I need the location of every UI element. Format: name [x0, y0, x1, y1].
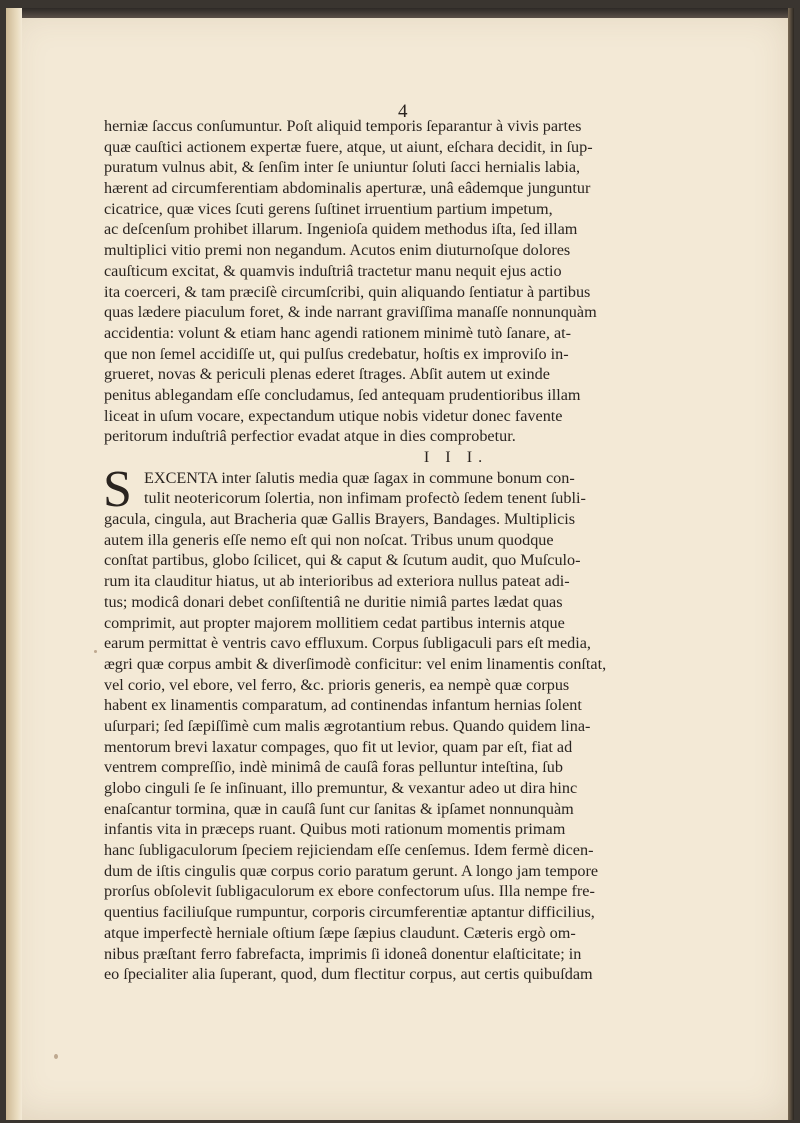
paper-stain [94, 650, 97, 653]
text-line: ventrem compreſſio, indè minimâ de cauſâ foras pelluntur inteſtina, ſub [104, 758, 563, 777]
paragraph-2-opening [103, 460, 794, 518]
text-line: vel corio, vel ebore, vel ferro, &c. prioris generis, ea nempè quæ corpus [104, 675, 570, 694]
text-line: cicatrice, quæ vices ſcuti gerens ſuſtinet irruentium partium impetum, [104, 199, 553, 218]
text-line: mentorum brevi laxatur compages, quo fit ut levior, quam par eſt, fiat ad [104, 737, 573, 756]
text-line: quentius faciliuſque rumpuntur, corporis circumferentiæ aptantur difficilius, [104, 903, 595, 922]
text-line: multiplici vitio premi non negandum. Acutos enim diuturnoſque dolores [104, 241, 571, 260]
text-line: rum ita clauditur hiatus, ut ab interioribus ad exteriora nullus pateat adi- [104, 572, 570, 591]
text-line: peritorum induſtriâ perfectior evadat atque in dies comprobetur. [104, 427, 516, 446]
text-line: tulit neotericorum ſolertia, non infimam profectò ſedem tenent ſubli- [144, 489, 586, 508]
text-line: comprimit, aut propter majorem mollitiem cedat partibus internis atque [104, 613, 565, 632]
page-top-edge [6, 8, 794, 18]
text-line: penitus ablegandam eſſe concludamus, ſed antequam prudentioribus illam [104, 385, 581, 404]
text-line: uſurpari; ſed ſæpiſſimè cum malis ægrotantium rebus. Quando quidem lina- [104, 716, 591, 735]
text-line: enaſcantur tormina, quæ in cauſâ ſunt cur ſanitas & ipſamet nonnunquàm [104, 799, 574, 818]
paper-stain [54, 1054, 58, 1059]
text-line: accidentia: volunt & etiam hanc agendi rationem minimè tutò ſanare, at- [104, 323, 572, 342]
paragraph-2-first-lines [103, 460, 794, 518]
text-line: ac deſcenſum prohibet illarum. Ingenioſa quidem methodus iſta, ſed illam [104, 220, 578, 239]
text-line: ægri quæ corpus ambit & diverſimodè conficitur: vel enim linamentis conſtat, [104, 654, 607, 673]
text-line: globo cinguli ſe ſe inſinuant, illo premuntur, & vexantur adeo ut dira hinc [104, 779, 578, 797]
text-line: quas lædere piaculum foret, & inde narrant graviſſima manaſſe nonnunquàm [104, 303, 597, 322]
section-heading: I I I. [423, 448, 489, 466]
text-line: grueret, novas & periculi plenas ederet ſtrages. Abſit autem ut exinde [104, 365, 550, 384]
text-line: herniæ ſaccus conſumuntur. Poſt aliquid temporis ſeparantur à vivis partes [104, 117, 582, 135]
text-line: prorſus obſolevit ſubligaculorum ex ebore confectorum uſus. Illa nempe fre- [104, 882, 595, 901]
text-line: ita coerceri, & tam præciſè circumſcribi, quin aliquando ſentiatur à partibus [104, 282, 591, 301]
text-line: atque imperfectè herniale oſtium ſæpe ſæpius claudunt. Cæteris ergò om- [104, 923, 576, 942]
text-line: eo ſpecialiter alia ſuperant, quod, dum flectitur corpus, aut certis quibuſdam [104, 965, 593, 984]
page-number: 4 [398, 101, 408, 122]
paragraph-2 [104, 509, 794, 985]
text-line: hærent ad circumferentiam abdominalis aperturæ, unâ eâdemque junguntur [104, 179, 591, 198]
text-line: autem illa generis eſſe nemo eſt qui non noſcat. Tribus unum quodque [104, 530, 554, 549]
paragraph-1 [104, 116, 794, 447]
text-line: infantis vita in præceps ruant. Quibus moti rationum momentis primam [104, 820, 566, 839]
text-line: nibus præſtant ferro fabrefacta, imprimis ſi idoneâ donentur elaſticitate; in [104, 944, 582, 963]
text-line: puratum vulnus abit, & ſenſim inter ſe uniuntur ſoluti ſacci hernialis labia, [104, 158, 581, 177]
text-line: EXCENTA inter ſalutis media quæ ſagax in commune bonum con- [144, 468, 575, 487]
text-line: que non ſemel accidiſſe ut, qui pulſus credebatur, hoſtis ex improviſo in- [104, 344, 569, 363]
text-line: conſtat partibus, globo ſcilicet, qui & caput & ſcutum audit, quo Muſculo- [104, 551, 581, 570]
text-line: habent ex linamentis comparatum, ad continendas infantum hernias ſolent [104, 696, 582, 715]
text-line: earum permittat è ventris cavo effluxum. Corpus ſubligaculi pars eſt media, [104, 634, 591, 653]
text-line: hanc ſubligaculorum ſpeciem rejiciendam eſſe cenſemus. Idem fermè dicen- [104, 841, 594, 860]
page-text [104, 116, 794, 985]
text-line: liceat in uſum vocare, expectandum utique nobis videtur donec favente [104, 406, 563, 425]
text-line: gacula, cingula, aut Bracheria quæ Gallis Brayers, Bandages. Multiplicis [104, 510, 576, 529]
book-gutter [6, 8, 22, 1120]
text-line: dum de iſtis cingulis quæ corpus corio paratum gerunt. A longo jam tempore [104, 861, 599, 880]
drop-cap: S [103, 460, 132, 518]
text-line: quæ cauſtici actionem expertæ fuere, atque, ut aiunt, eſchara decidit, in ſup- [104, 137, 593, 156]
text-line: tus; modicâ donari debet conſiſtentiâ ne duritie nimiâ partes lædat quas [104, 592, 563, 611]
text-line: cauſticum excitat, & quamvis induſtriâ tractetur manu nequit ejus actio [104, 261, 562, 280]
